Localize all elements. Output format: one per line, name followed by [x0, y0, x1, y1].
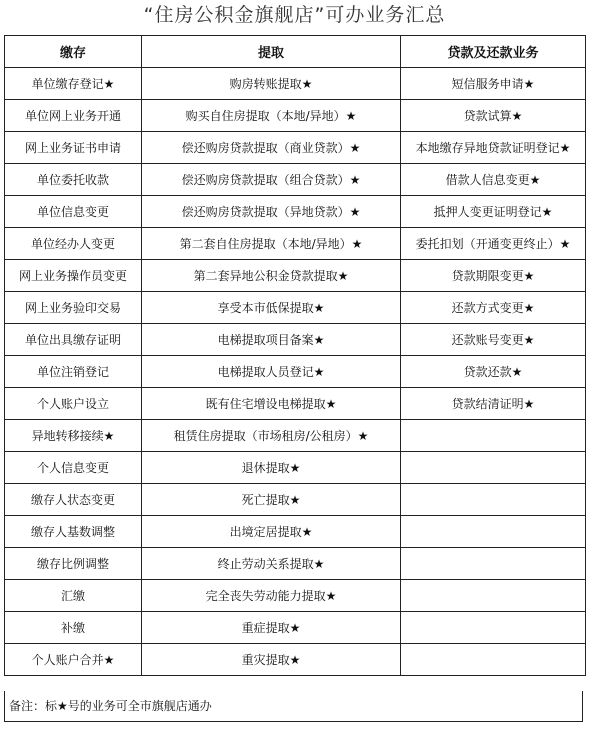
- table-row: [5, 324, 586, 356]
- loan-cell: 贷款期限变更★: [401, 260, 586, 292]
- deposit-cell: 单位经办人变更: [5, 228, 142, 260]
- deposit-cell: 汇缴: [5, 580, 142, 612]
- deposit-cell: 缴存比例调整: [5, 548, 142, 580]
- table-body: [5, 68, 586, 676]
- table-row: [5, 68, 586, 100]
- withdrawal-cell: 购买自住房提取（本地/异地）★: [142, 100, 401, 132]
- loan-cell: 抵押人变更证明登记★: [401, 196, 586, 228]
- deposit-cell: 单位网上业务开通: [5, 100, 142, 132]
- withdrawal-cell: 重灾提取★: [142, 644, 401, 676]
- deposit-cell: 单位缴存登记★: [5, 68, 142, 100]
- table-row: [5, 164, 586, 196]
- table-row: [5, 644, 586, 676]
- table-row: [5, 516, 586, 548]
- deposit-cell: 网上业务证书申请: [5, 132, 142, 164]
- withdrawal-cell: 出境定居提取★: [142, 516, 401, 548]
- loan-cell: 还款方式变更★: [401, 292, 586, 324]
- loan-cell: 委托扣划（开通变更终止）★: [401, 228, 586, 260]
- table-row: [5, 196, 586, 228]
- deposit-cell: 个人账户设立: [5, 388, 142, 420]
- table-header-row: [5, 36, 586, 68]
- withdrawal-cell: 死亡提取★: [142, 484, 401, 516]
- table-row: [5, 132, 586, 164]
- loan-cell: 短信服务申请★: [401, 68, 586, 100]
- deposit-cell: 单位注销登记: [5, 356, 142, 388]
- loan-cell: [401, 516, 586, 548]
- table-row: [5, 484, 586, 516]
- deposit-cell: 缴存人基数调整: [5, 516, 142, 548]
- deposit-cell: 个人账户合并★: [5, 644, 142, 676]
- withdrawal-cell: 购房转账提取★: [142, 68, 401, 100]
- table-row: [5, 228, 586, 260]
- withdrawal-cell: 第二套异地公积金贷款提取★: [142, 260, 401, 292]
- withdrawal-cell: 偿还购房贷款提取（商业贷款）★: [142, 132, 401, 164]
- withdrawal-cell: 完全丧失劳动能力提取★: [142, 580, 401, 612]
- table-row: [5, 356, 586, 388]
- loan-cell: 本地缴存异地贷款证明登记★: [401, 132, 586, 164]
- table-row: [5, 420, 586, 452]
- deposit-cell: 单位委托收款: [5, 164, 142, 196]
- footnote: 备注：标★号的业务可全市旗舰店通办: [4, 691, 583, 722]
- header-loan: 贷款及还款业务: [401, 36, 586, 68]
- table-row: [5, 612, 586, 644]
- withdrawal-cell: 终止劳动关系提取★: [142, 548, 401, 580]
- withdrawal-cell: 退休提取★: [142, 452, 401, 484]
- deposit-cell: 单位信息变更: [5, 196, 142, 228]
- withdrawal-cell: 既有住宅增设电梯提取★: [142, 388, 401, 420]
- loan-cell: [401, 580, 586, 612]
- loan-cell: [401, 420, 586, 452]
- deposit-cell: 缴存人状态变更: [5, 484, 142, 516]
- withdrawal-cell: 享受本市低保提取★: [142, 292, 401, 324]
- table-row: [5, 100, 586, 132]
- loan-cell: [401, 484, 586, 516]
- table-row: [5, 452, 586, 484]
- deposit-cell: 网上业务验印交易: [5, 292, 142, 324]
- loan-cell: [401, 548, 586, 580]
- withdrawal-cell: 重症提取★: [142, 612, 401, 644]
- loan-cell: 还款账号变更★: [401, 324, 586, 356]
- loan-cell: [401, 452, 586, 484]
- business-table: [4, 35, 586, 676]
- withdrawal-cell: 偿还购房贷款提取（异地贷款）★: [142, 196, 401, 228]
- deposit-cell: 异地转移接续★: [5, 420, 142, 452]
- page-title: “住房公积金旗舰店”可办业务汇总: [143, 4, 446, 26]
- loan-cell: [401, 612, 586, 644]
- loan-cell: [401, 644, 586, 676]
- header-deposit: 缴存: [5, 36, 142, 68]
- deposit-cell: 单位出具缴存证明: [5, 324, 142, 356]
- table-row: [5, 388, 586, 420]
- table-row: [5, 260, 586, 292]
- deposit-cell: 补缴: [5, 612, 142, 644]
- withdrawal-cell: 第二套自住房提取（本地/异地）★: [142, 228, 401, 260]
- deposit-cell: 个人信息变更: [5, 452, 142, 484]
- loan-cell: 贷款结清证明★: [401, 388, 586, 420]
- loan-cell: 贷款还款★: [401, 356, 586, 388]
- withdrawal-cell: 电梯提取项目备案★: [142, 324, 401, 356]
- header-withdrawal: 提取: [142, 36, 401, 68]
- withdrawal-cell: 偿还购房贷款提取（组合贷款）★: [142, 164, 401, 196]
- table-row: [5, 580, 586, 612]
- table-row: [5, 548, 586, 580]
- withdrawal-cell: 电梯提取人员登记★: [142, 356, 401, 388]
- table-row: [5, 292, 586, 324]
- deposit-cell: 网上业务操作员变更: [5, 260, 142, 292]
- withdrawal-cell: 租赁住房提取（市场租房/公租房）★: [142, 420, 401, 452]
- loan-cell: 贷款试算★: [401, 100, 586, 132]
- loan-cell: 借款人信息变更★: [401, 164, 586, 196]
